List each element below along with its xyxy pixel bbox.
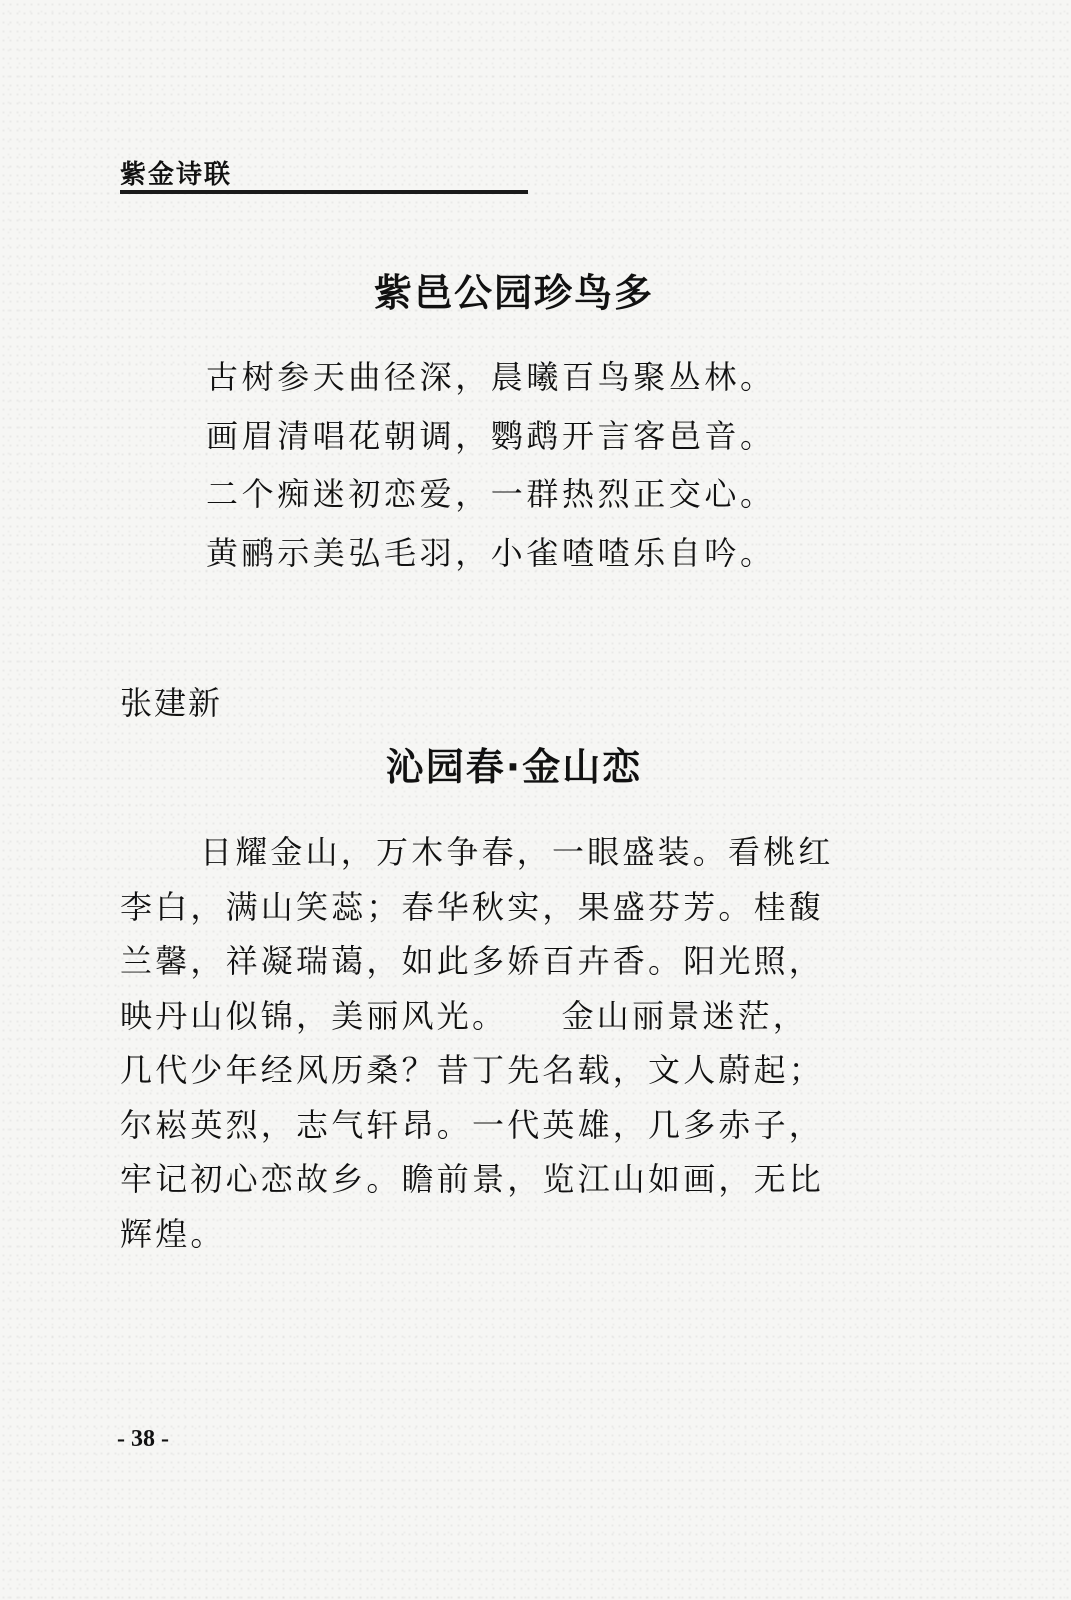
- header-rule: [120, 190, 528, 194]
- body-line: 辉煌。: [120, 1214, 226, 1253]
- body-line: 李白，满山笑蕊；春华秋实，果盛芬芳。桂馥: [120, 887, 825, 926]
- poem-title: 紫邑公园珍鸟多: [373, 271, 654, 315]
- verse-line: 古树参天曲径深，晨曦百鸟聚丛林。: [206, 358, 776, 396]
- body-line-text: 日耀金山，万木争春，一眼盛装。看桃红: [200, 833, 834, 871]
- poem-verse: [206, 348, 846, 582]
- ci-poem-body: [120, 825, 910, 1261]
- verse-line: 二个痴迷初恋爱，一群热烈正交心。: [206, 475, 776, 513]
- poem-title: 沁园春·金山恋: [385, 745, 643, 789]
- body-line: 几代少年经风历桑？昔丁先名载，文人蔚起；: [120, 1051, 825, 1089]
- body-line: 兰馨，祥凝瑞蔼，如此多娇百卉香。阳光照，: [120, 942, 825, 980]
- running-header-title: 紫金诗联: [120, 160, 233, 190]
- verse-line: 黄鹂示美弘毛羽，小雀喳喳乐自吟。: [206, 533, 776, 572]
- body-line: 尔崧英烈，志气轩昂。一代英雄，几多赤子，: [120, 1105, 825, 1144]
- verse-line: 画眉清唱花朝调，鹦鹉开言客邑音。: [206, 416, 776, 455]
- author-name: 张建新: [120, 684, 223, 722]
- body-line: 牢记初心恋故乡。瞻前景，览江山如画，无比: [120, 1160, 825, 1198]
- page-number: - 38 -: [117, 1426, 169, 1452]
- body-line: [120, 825, 910, 880]
- body-line: 映丹山似锦，美丽风光。 金山丽景迷茫，: [120, 996, 809, 1035]
- running-header: [120, 160, 528, 194]
